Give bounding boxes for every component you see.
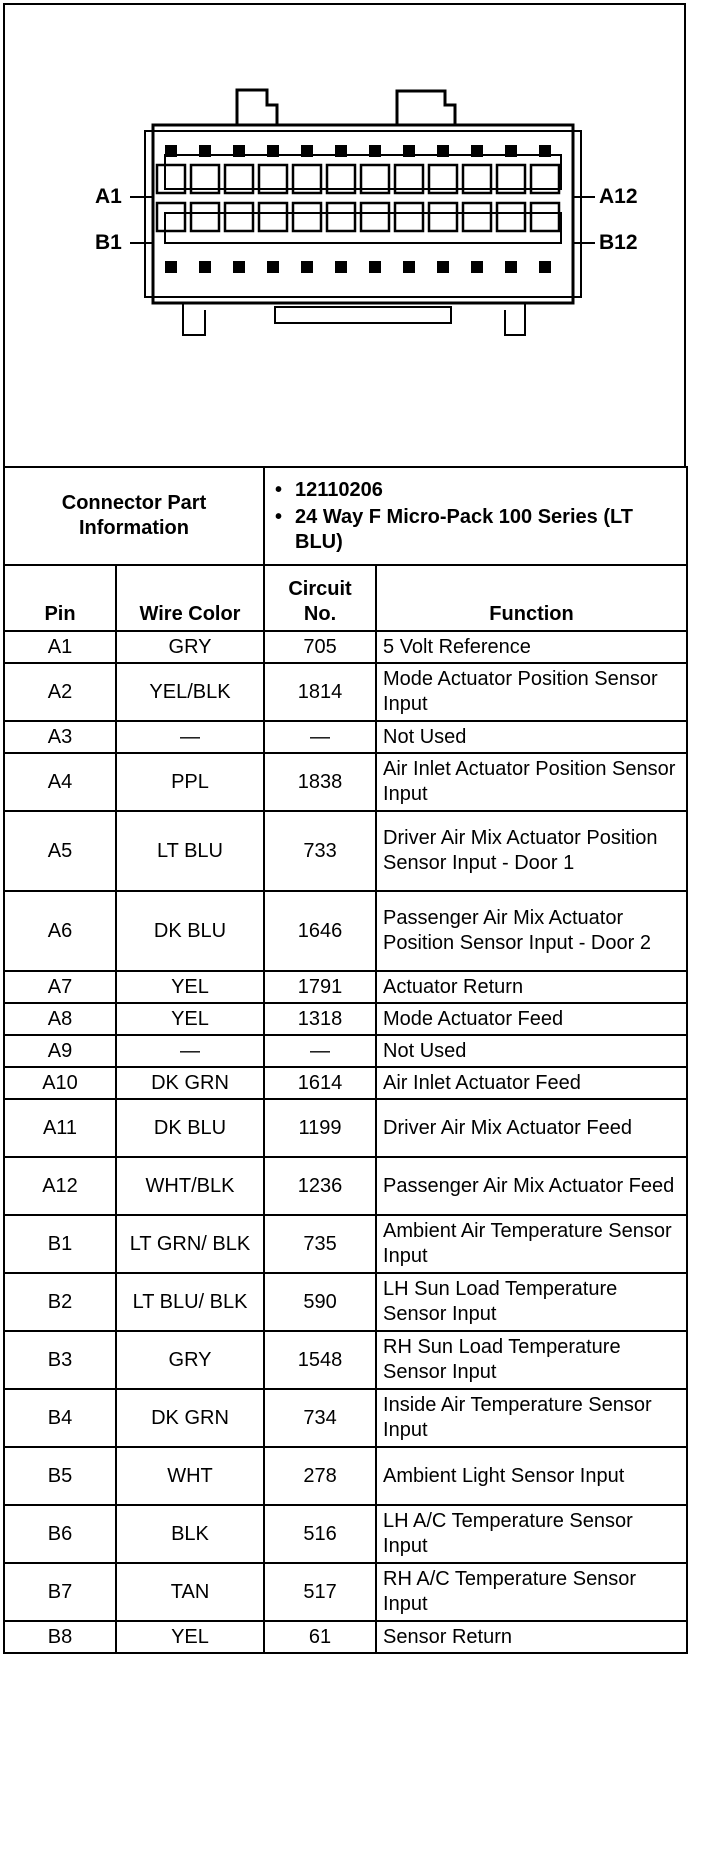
wire-color-cell: WHT [116,1447,264,1505]
table-row [4,1447,687,1505]
circuit-cell: — [264,721,376,753]
pin-cell: A7 [4,971,116,1003]
pinout-table [3,466,688,1654]
wire-color-cell: DK GRN [116,1067,264,1099]
col-wire-color: Wire Color [116,565,264,631]
pin-rows [4,631,687,1653]
header-row [4,565,687,631]
circuit-cell: — [264,1035,376,1067]
col-function: Function [376,565,687,631]
wire-color-cell: — [116,721,264,753]
table-row [4,1003,687,1035]
function-cell: LH Sun Load Temperature Sensor Input [376,1273,687,1331]
table-row [4,1331,687,1389]
table-row [4,1389,687,1447]
wire-color-cell: PPL [116,753,264,811]
pin-cell: A8 [4,1003,116,1035]
pin-cell: B8 [4,1621,116,1653]
wire-color-cell: BLK [116,1505,264,1563]
table-row [4,1099,687,1157]
function-cell: LH A/C Temperature Sensor Input [376,1505,687,1563]
function-cell: Driver Air Mix Actuator Feed [376,1099,687,1157]
pin-cell: B4 [4,1389,116,1447]
circuit-cell: 1548 [264,1331,376,1389]
table-row [4,1563,687,1621]
function-cell: Sensor Return [376,1621,687,1653]
function-cell: Ambient Light Sensor Input [376,1447,687,1505]
pin-cell: A12 [4,1157,116,1215]
table-row [4,811,687,891]
pin-cell: A10 [4,1067,116,1099]
circuit-cell: 590 [264,1273,376,1331]
table-row [4,721,687,753]
wire-color-cell: LT GRN/ BLK [116,1215,264,1273]
function-cell: Mode Actuator Position Sensor Input [376,663,687,721]
table-row [4,1067,687,1099]
table-row [4,1273,687,1331]
pin-cell: A11 [4,1099,116,1157]
pinout-sheet [3,3,688,1843]
pin-cell: A1 [4,631,116,663]
col-circuit: Circuit No. [264,565,376,631]
label-b12: B12 [599,231,638,254]
function-cell: Air Inlet Actuator Feed [376,1067,687,1099]
table-row [4,753,687,811]
pin-cell: A2 [4,663,116,721]
wire-color-cell: YEL [116,1003,264,1035]
pin-cell: A6 [4,891,116,971]
wire-color-cell: LT BLU/ BLK [116,1273,264,1331]
function-cell: Inside Air Temperature Sensor Input [376,1389,687,1447]
terminal-marks [165,145,551,273]
circuit-cell: 516 [264,1505,376,1563]
col-pin: Pin [4,565,116,631]
pin-cell: A3 [4,721,116,753]
circuit-cell: 1646 [264,891,376,971]
pin-cell: A9 [4,1035,116,1067]
circuit-cell: 1318 [264,1003,376,1035]
pin-cell: B7 [4,1563,116,1621]
wire-color-cell: YEL/BLK [116,663,264,721]
wire-color-cell: YEL [116,1621,264,1653]
pin-cell: B3 [4,1331,116,1389]
function-cell: Not Used [376,1035,687,1067]
table-row [4,1157,687,1215]
connector-heading: Connector Part Information [4,467,264,565]
circuit-cell: 1614 [264,1067,376,1099]
table-row [4,1621,687,1653]
connector-type: • 24 Way F Micro-Pack 100 Series (LT BLU) [275,505,676,555]
table-row [4,631,687,663]
circuit-cell: 278 [264,1447,376,1505]
circuit-cell: 734 [264,1389,376,1447]
function-cell: Passenger Air Mix Actuator Position Sensor Input - Door 2 [376,891,687,971]
function-cell: Air Inlet Actuator Position Sensor Input [376,753,687,811]
label-a12: A12 [599,185,638,208]
wire-color-cell: LT BLU [116,811,264,891]
circuit-cell: 1838 [264,753,376,811]
pin-cell: B6 [4,1505,116,1563]
table-row [4,1215,687,1273]
wire-color-cell: GRY [116,631,264,663]
connector-diagram [3,3,686,468]
function-cell: Mode Actuator Feed [376,1003,687,1035]
wire-color-cell: DK BLU [116,1099,264,1157]
pin-cell: A5 [4,811,116,891]
pin-cell: B1 [4,1215,116,1273]
circuit-cell: 705 [264,631,376,663]
part-number: • 12110206 [275,478,676,503]
circuit-cell: 1814 [264,663,376,721]
table-row [4,971,687,1003]
function-cell: 5 Volt Reference [376,631,687,663]
table-row [4,891,687,971]
connector-details [264,467,687,565]
wire-color-cell: DK BLU [116,891,264,971]
circuit-cell: 1236 [264,1157,376,1215]
function-cell: Not Used [376,721,687,753]
wire-color-cell: DK GRN [116,1389,264,1447]
function-cell: Passenger Air Mix Actuator Feed [376,1157,687,1215]
pin-cell: B2 [4,1273,116,1331]
pin-cell: B5 [4,1447,116,1505]
cavity-row-b [157,203,559,231]
function-cell: Actuator Return [376,971,687,1003]
table-row [4,1035,687,1067]
table-row [4,663,687,721]
circuit-cell: 517 [264,1563,376,1621]
label-b1: B1 [95,231,122,254]
circuit-cell: 61 [264,1621,376,1653]
function-cell: Driver Air Mix Actuator Position Sensor Input - Door 1 [376,811,687,891]
pin-cell: A4 [4,753,116,811]
label-a1: A1 [95,185,122,208]
circuit-cell: 735 [264,1215,376,1273]
circuit-cell: 1791 [264,971,376,1003]
circuit-cell: 1199 [264,1099,376,1157]
function-cell: Ambient Air Temperature Sensor Input [376,1215,687,1273]
connector-info-row [4,467,687,565]
wire-color-cell: YEL [116,971,264,1003]
function-cell: RH Sun Load Temperature Sensor Input [376,1331,687,1389]
circuit-cell: 733 [264,811,376,891]
wire-color-cell: — [116,1035,264,1067]
wire-color-cell: TAN [116,1563,264,1621]
table-row [4,1505,687,1563]
wire-color-cell: GRY [116,1331,264,1389]
wire-color-cell: WHT/BLK [116,1157,264,1215]
function-cell: RH A/C Temperature Sensor Input [376,1563,687,1621]
